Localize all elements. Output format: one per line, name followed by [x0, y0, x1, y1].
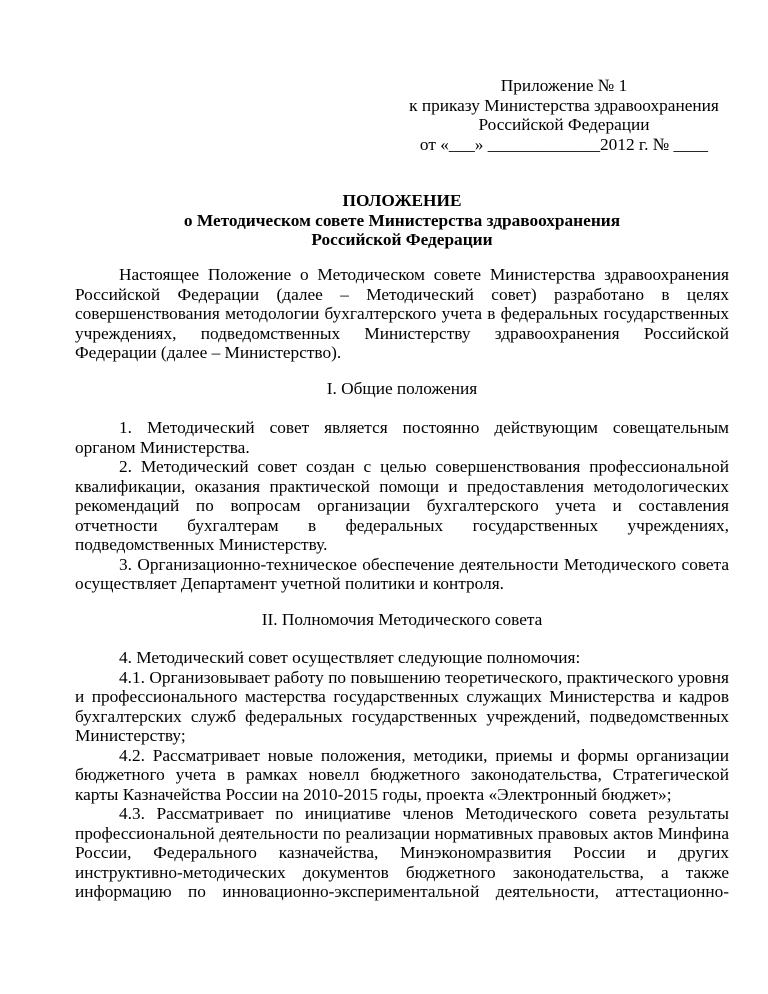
title-subtitle-2: Российской Федерации: [311, 230, 493, 249]
appendix-order-ref: к приказу Министерства здравоохранения: [409, 95, 719, 115]
appendix-number: Приложение № 1: [500, 76, 628, 95]
section-2-heading: II. Полномочия Методического совета: [261, 610, 543, 629]
title-subtitle: о Методическом совете Министерства здравоохранения: [183, 210, 621, 230]
appendix-header: [384, 76, 744, 154]
intro-block: [75, 265, 729, 363]
section-2-body: [75, 648, 729, 902]
document-title: [75, 191, 729, 250]
paragraph-4-2: 4.2. Рассматривает новые положения, методики, приемы и формы организации бюджетного учета в рамках новелл бюджетного законодательства, Стратегической карты Казначейства России на 2010-2015 годы, проекта «Электронный бюджет»;: [75, 745, 729, 804]
intro-paragraph: Настоящее Положение о Методическом совете Министерства здравоохранения Российской Федерации (далее – Методический совет) разработано в целях совершенствования методологии бухгалтерского учета в федеральных государственных учреждениях, подведомственных Министерству здравоохранения Российской Федерации (далее – Министерство).: [75, 265, 729, 362]
section-1-heading-block: [75, 379, 729, 399]
appendix-federation: Российской Федерации: [478, 115, 650, 134]
paragraph-4-1: 4.1. Организовывает работу по повышению теоретического, практического уровня и профессионального мастерства государственных служащих Министерства и кадров бухгалтерских служб федеральных государственных учреждений, подведомственных Министерству;: [75, 667, 729, 745]
paragraph-2: 2. Методический совет создан с целью совершенствования профессиональной квалификации, оказания практической помощи и предоставления методологических рекомендаций по вопросам организации бухгалтерского учета и составления отчетности бухгалтерам в федеральных государственных учреждениях, подведомственных Министерству.: [75, 457, 729, 554]
section-2-heading-block: [75, 610, 729, 630]
title-main: ПОЛОЖЕНИЕ: [342, 191, 462, 210]
paragraph-1: 1. Методический совет является постоянно действующим совещательным органом Министерства.: [75, 418, 729, 457]
section-1-body: [75, 418, 729, 594]
section-1-heading: I. Общие положения: [326, 379, 478, 398]
appendix-date-number: от «___» _____________2012 г. № ____: [419, 134, 709, 154]
paragraph-3: 3. Организационно-техническое обеспечение деятельности Методического совета осуществляет Департамент учетной политики и контроля.: [75, 554, 729, 593]
paragraph-4: 4. Методический совет осуществляет следующие полномочия:: [119, 648, 581, 667]
paragraph-4-3: 4.3. Рассматривает по инициативе членов Методического совета результаты профессиональной деятельности по реализации нормативных правовых актов Минфина России, Федерального казначейства, Минэкономразвития России и других инструктивно-методических документов бюджетного законодательства, а также информацию по инновационно-экспериментальной деятельности, аттестационно-: [75, 804, 729, 901]
